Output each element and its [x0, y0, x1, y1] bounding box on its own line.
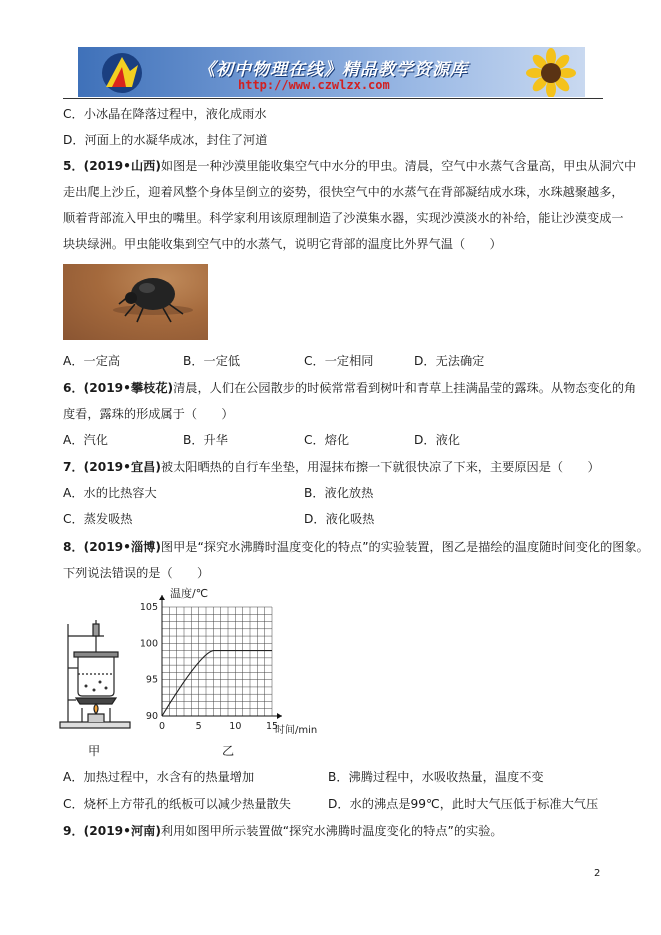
banner-title: 《初中物理在线》精品教学资源库 — [198, 60, 468, 80]
q6-number: 6．(2019•攀枝花) — [63, 381, 174, 395]
q7-number: 7．(2019•宜昌) — [63, 460, 161, 474]
boiling-apparatus-figure — [56, 618, 136, 738]
q7-option-a: A．水的比热容大 — [63, 486, 157, 500]
q5-option-d: D．无法确定 — [414, 354, 485, 368]
q7-text-1: 被太阳晒热的自行车坐垫，用湿抹布擦一下就很快凉了下来，主要原因是（ ） — [160, 460, 600, 474]
q6-text-1: 清晨，人们在公园散步的时候常常看到树叶和青草上挂满晶莹的露珠。从物态变化的角 — [173, 381, 637, 395]
beetle-photo — [63, 264, 208, 340]
q7-option-b: B．液化放热 — [304, 486, 374, 500]
q5-line-2: 走出爬上沙丘，迎着风整个身体呈倒立的姿势，很快空气中的水蒸气在背部凝结成水珠，水珠越聚越多， — [63, 185, 624, 199]
sunflower-icon — [505, 47, 585, 97]
q5-line-3: 顺着背部流入甲虫的嘴里。科学家利用该原理制造了沙漠集水器，实现沙漠淡水的补给，能让沙漠变成一 — [63, 211, 624, 225]
q7-option-c: C．蒸发吸热 — [63, 512, 133, 526]
y-tick-label: 100 — [139, 638, 158, 650]
x-tick-label: 10 — [229, 721, 242, 732]
q5-option-c: C．一定相同 — [304, 354, 374, 368]
y-tick-label: 95 — [145, 674, 158, 686]
y-tick-label: 105 — [139, 602, 158, 613]
q5-number: 5．(2019•山西) — [63, 159, 161, 173]
q6-option-a: A．汽化 — [63, 433, 108, 447]
q9-text-1: 利用如图甲所示装置做“探究水沸腾时温度变化的特点”的实验。 — [160, 824, 503, 838]
q9-line-1 — [63, 823, 503, 839]
q6-option-d: D．液化 — [414, 433, 460, 447]
q5-option-b: B．一定低 — [183, 354, 241, 368]
q7-line-1 — [63, 459, 600, 475]
q5-line-1 — [63, 158, 636, 174]
figure-jia-label: 甲 — [88, 744, 101, 758]
banner-url: http://www.czwlzx.com — [238, 78, 390, 92]
q8-option-b: B．沸腾过程中，水吸收热量，温度不变 — [328, 770, 544, 784]
q6-line-1 — [63, 380, 636, 396]
q7-option-d: D．液化吸热 — [304, 512, 375, 526]
x-axis-arrow — [277, 713, 282, 719]
q8-text-1: 图甲是“探究水沸腾时温度变化的特点”的实验装置，图乙是描绘的温度随时间变化的图象。 — [160, 540, 649, 554]
temperature-series-line — [162, 651, 272, 716]
header-banner — [78, 47, 585, 97]
x-tick-label: 15 — [265, 721, 279, 732]
figure-yi-label: 乙 — [222, 744, 235, 758]
q6-line-2: 度看，露珠的形成属于（ ） — [63, 407, 234, 421]
q8-option-a: A．加热过程中，水含有的热量增加 — [63, 770, 255, 784]
q9-number: 9．(2019•河南) — [63, 824, 161, 838]
q4-option-c: C．小冰晶在降落过程中，液化成雨水 — [63, 107, 267, 121]
temperature-chart — [132, 583, 332, 743]
q8-option-c: C．烧杯上方带孔的纸板可以减少热量散失 — [63, 797, 291, 811]
q6-option-b: B．升华 — [183, 433, 228, 447]
q6-option-c: C．熔化 — [304, 433, 350, 447]
x-tick-label: 0 — [158, 721, 166, 732]
page-number: 2 — [594, 868, 601, 879]
q5-line-4: 块块绿洲。甲虫能收集到空气中的水蒸气，说明它背部的温度比外界气温（ ） — [63, 237, 502, 251]
chart-y-axis-label: 温度/℃ — [170, 587, 209, 600]
q5-option-a: A．一定高 — [63, 354, 121, 368]
q8-line-2: 下列说法错误的是（ ） — [63, 566, 210, 580]
x-tick-label: 5 — [195, 721, 202, 732]
header-divider — [63, 98, 603, 99]
chart-x-axis-label: 时间/min — [275, 725, 318, 736]
q5-text-1: 如图是一种沙漠里能收集空气中水分的甲虫。清晨，空气中水蒸气含量高，甲虫从洞穴中 — [160, 159, 637, 173]
logo-icon — [92, 47, 152, 97]
beetle-icon — [63, 264, 208, 340]
y-axis-arrow — [159, 595, 165, 600]
q8-line-1 — [63, 539, 649, 555]
q8-option-d: D．水的沸点是99℃，此时大气压低于标准大气压 — [328, 797, 599, 811]
y-tick-label: 90 — [145, 711, 158, 722]
q8-number: 8．(2019•淄博) — [63, 540, 161, 554]
chart-grid — [162, 607, 272, 716]
q4-option-d: D．河面上的水凝华成冰，封住了河道 — [63, 133, 268, 147]
